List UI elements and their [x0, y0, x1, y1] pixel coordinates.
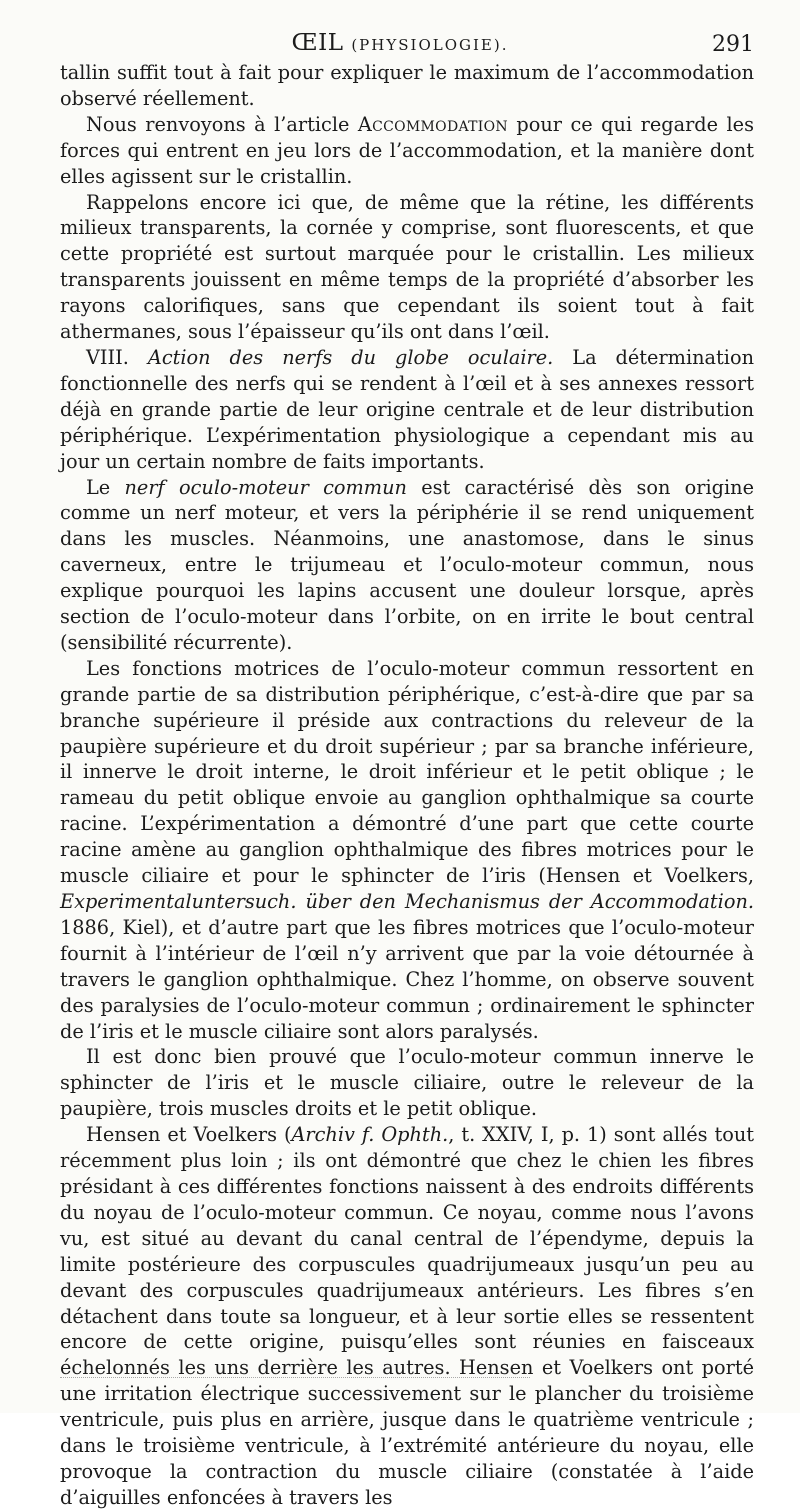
paragraph-continuation — [60, 60, 754, 112]
paragraph-text: Il est donc bien prouvé que l’oculo-moteur commun innerve le sphincter de l’iris et le muscle ciliaire, outre le releveur de la paupière, trois muscles droits et le petit oblique. — [60, 1045, 754, 1121]
page-number: 291 — [712, 32, 754, 57]
paragraph-text: tallin suffit tout à fait pour expliquer le maximum de l’accommodation observé réellement. — [60, 61, 754, 110]
paragraph-text: Rappelons encore ici que, de même que la rétine, les différents milieux transparents, la cornée y comprise, sont fluorescents, et que cette propriété est surtout marquée pour le cristallin. Les milieux transparents jouissent en même temps de la propriété d’absorber les rayons calorifiques, sans que cependant ils soient tout à fait athermanes, sous l’épaisseur qu’ils ont dans l’œil. — [60, 190, 754, 344]
paragraph — [60, 190, 754, 345]
paragraph-text: est caractérisé dès son origine comme un nerf moteur, et vers la périphérie il se rend uniquement dans les muscles. Néanmoins, une anastomose, dans le sinus caverneux, entre le trijumeau et l’oculo-moteur commun, nous explique pourquoi les lapins accusent une douleur lorsque, après section de l’oculo-moteur dans l’orbite, on en irrite le bout central (sensibilité récurrente). — [60, 475, 754, 654]
header-title: ŒIL — [291, 30, 344, 56]
section-number: VIII. — [86, 345, 129, 369]
italic-term: nerf oculo-moteur commun — [124, 475, 407, 499]
running-title — [0, 30, 800, 56]
body-text — [60, 60, 754, 1511]
paragraph — [60, 112, 754, 190]
paragraph-text: 1886, Kiel), et d’autre part que les fibres motrices que l’oculo-moteur fournit à l’intérieur de l’œil n’y arrivent que par la voie détournée à travers le ganglion ophthalmique. Chez l’homme, on observe souvent des paralysies de l’oculo-moteur commun ; ordinairement le sphincter de l’iris et le muscle ciliaire sont alors paralysés. — [60, 915, 754, 1043]
italic-citation: Archiv f. Ophth. — [291, 1123, 449, 1147]
header-subtitle: (PHYSIOLOGIE). — [351, 36, 509, 54]
paragraph — [60, 656, 754, 1045]
paragraph-text: , t. XXIV, I, p. 1) sont allés tout récemment plus loin ; ils ont démontré que chez le chien les fibres présidant à ces différentes fonctions naissent à des endroits différents du noyau de l’oculo-moteur commun. Ce noyau, comme nous l’avons vu, est situé au devant du canal central de l’épendyme, depuis la limite postérieure des corpuscules quadrijumeaux jusqu’un peu au devant des corpuscules quadrijumeaux antérieurs. Les fibres s’en détachent dans toute sa longueur, et à leur sortie elles se ressentent encore de cette origine, puisqu’elles sont réunies en faisceaux échelonnés les uns derrière les autres. Hensen et Voelkers ont porté une irritation électrique successivement sur le plancher du troisième ventricule, puis plus en arrière, jusque dans le quatrième ventricule ; dans le troisième ventricule, à l’extrémité antérieure du noyau, elle provoque la contraction du muscle ciliaire (constatée à l’aide d’aiguilles enfoncées à travers les — [60, 1123, 754, 1509]
paragraph — [60, 1122, 754, 1511]
paragraph — [60, 475, 754, 656]
paragraph-text: Le — [86, 475, 125, 499]
running-header — [0, 28, 800, 62]
bottom-dotted-rule — [60, 1377, 530, 1378]
article-reference: Accommodation — [357, 112, 508, 136]
paragraph-text: La détermination fonctionnelle des nerfs qui se rendent à l’œil et à ses annexes ressort déjà en grande partie de leur origine centrale et de leur distribution périphérique. L’expérimentation physiologique a cependant mis au jour un certain nombre de faits importants. — [60, 345, 754, 473]
paragraph-text: Les fonctions motrices de l’oculo-moteur commun ressortent en grande partie de sa distribution périphérique, c’est-à-dire que par sa branche supérieure il préside aux contractions du releveur de la paupière supérieure et du droit supérieur ; par sa branche inférieure, il innerve le droit interne, le droit inférieur et le petit oblique ; le rameau du petit oblique envoie au ganglion ophthalmique sa courte racine. L’expérimentation a démontré d’une part que cette courte racine amène au ganglion ophthalmique des fibres motrices pour le muscle ciliaire et pour le sphincter de l’iris (Hensen et Voelkers, — [60, 656, 754, 888]
italic-citation: Experimentaluntersuch. über den Mechanismus der Accommodation. — [60, 890, 754, 913]
paragraph-text: Hensen et Voelkers ( — [86, 1123, 292, 1147]
section-title: Action des nerfs du globe oculaire. — [147, 345, 554, 369]
paragraph — [60, 1044, 754, 1122]
section-paragraph — [60, 345, 754, 475]
paragraph-text: Nous renvoyons à l’article — [86, 112, 358, 136]
paragraph-text: pour ce qui regarde les forces qui entrent en jeu lors de l’accommodation, et la manière dont elles agissent sur le cristallin. — [60, 112, 754, 188]
